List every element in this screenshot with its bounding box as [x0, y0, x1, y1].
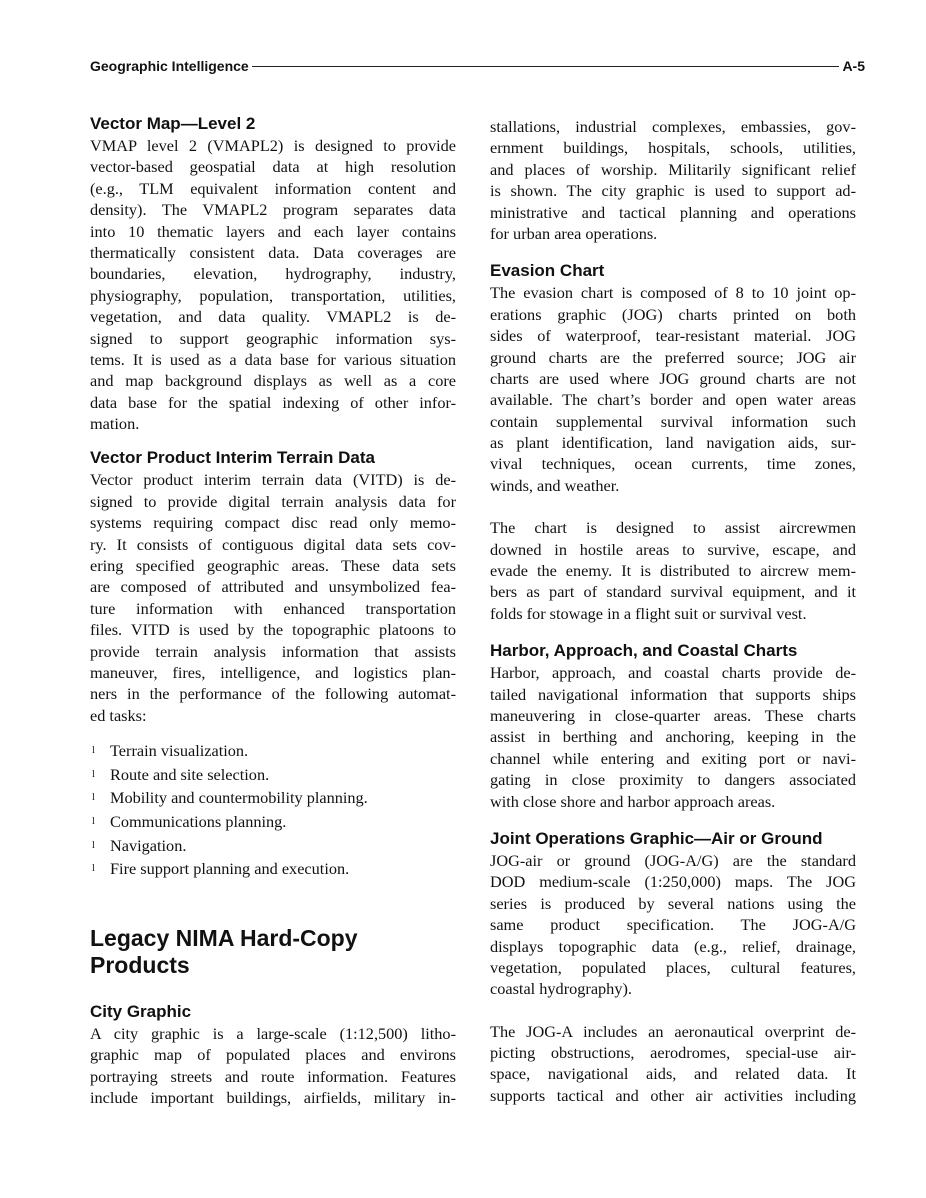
- paragraph: [90, 135, 456, 434]
- paragraph-line: A city graphic is a large-scale (1:12,500) litho-: [90, 1023, 456, 1043]
- paragraph-line: evade the enemy. It is distributed to aircrew mem-: [490, 561, 856, 581]
- paragraph-line: same product specification. The JOG-A/G: [490, 915, 856, 935]
- list-item: [90, 786, 456, 810]
- running-header: [90, 58, 865, 74]
- paragraph-line: Harbor, approach, and coastal charts provide de-: [490, 663, 856, 683]
- paragraph-line: signed to provide digital terrain analysis data for: [90, 491, 456, 511]
- paragraph-line: JOG-air or ground (JOG-A/G) are the standard: [490, 850, 856, 870]
- paragraph: [90, 1023, 456, 1109]
- paragraph: [490, 1021, 856, 1107]
- paragraph-line: ry. It consists of contiguous digital data sets cov-: [90, 534, 456, 554]
- section-heading: Vector Product Interim Terrain Data: [90, 448, 375, 468]
- paragraph-line: winds, and weather.: [490, 475, 620, 495]
- paragraph-line: ministrative and tactical planning and operations: [490, 202, 856, 222]
- paragraph-line: coastal hydrography).: [490, 979, 632, 999]
- bullet-icon: l: [92, 863, 95, 875]
- paragraph-line: boundaries, elevation, hydrography, industry,: [90, 264, 456, 284]
- section-heading: Harbor, Approach, and Coastal Charts: [490, 641, 798, 661]
- section-heading: Evasion Chart: [490, 261, 605, 281]
- section-heading: City Graphic: [90, 1001, 192, 1021]
- paragraph-line: physiography, population, transportation, utilities,: [90, 285, 456, 305]
- list-item: [90, 763, 456, 787]
- paragraph-line: tems. It is used as a data base for various situation: [90, 349, 456, 369]
- paragraph: [490, 282, 856, 496]
- page-number: A-5: [842, 58, 865, 74]
- paragraph-line: downed in hostile areas to survive, escape, and: [490, 539, 856, 559]
- list-item-text: Terrain visualization.: [110, 741, 249, 761]
- paragraph-line: space, navigational aids, and related data. It: [490, 1064, 856, 1084]
- paragraph-line: vegetation, and data quality. VMAPL2 is de-: [90, 307, 456, 327]
- paragraph-line: mation.: [90, 414, 140, 434]
- paragraph-line: VMAP level 2 (VMAPL2) is designed to provide: [90, 136, 456, 155]
- paragraph-line: bers as part of standard survival equipment, and it: [490, 582, 856, 602]
- list-item-text: Route and site selection.: [110, 764, 270, 784]
- paragraph-line: tailed navigational information that supports ships: [490, 684, 856, 704]
- paragraph-line: vector-based geospatial data at high resolution: [90, 157, 456, 177]
- bullet-list: [90, 739, 456, 881]
- paragraph-line: sides of waterproof, tear-resistant material. JOG: [490, 326, 856, 346]
- header-rule: [252, 66, 840, 67]
- paragraph-line: and places of worship. Militarily significant relief: [490, 159, 856, 179]
- bullet-icon: l: [92, 745, 95, 757]
- paragraph-line: series is produced by several nations using the: [490, 893, 856, 913]
- list-item: [90, 739, 456, 763]
- paragraph-line: erations graphic (JOG) charts printed on both: [490, 304, 856, 324]
- list-item: [90, 810, 456, 834]
- paragraph-line: files. VITD is used by the topographic platoons to: [90, 620, 456, 640]
- paragraph-line: into 10 thematic layers and each layer contains: [90, 221, 456, 241]
- paragraph-line: picting obstructions, aerodromes, special-use air-: [490, 1043, 856, 1063]
- list-item-text: Communications planning.: [110, 811, 287, 831]
- paragraph-line: ground charts are the preferred source; JOG air: [490, 347, 856, 367]
- paragraph-line: assist in berthing and anchoring, keeping in the: [490, 727, 856, 747]
- list-item-text: Navigation.: [110, 835, 187, 855]
- paragraph-line: The chart is designed to assist aircrewmen: [490, 518, 856, 538]
- paragraph-line: ture information with enhanced transportation: [90, 598, 456, 618]
- section-heading: Joint Operations Graphic—Air or Ground: [490, 828, 823, 848]
- paragraph: [490, 116, 856, 244]
- paragraph-line: vegetation, populated places, cultural features,: [490, 957, 856, 977]
- paragraph: [490, 517, 856, 624]
- list-item-text: Mobility and countermobility planning.: [110, 788, 368, 808]
- header-title: Geographic Intelligence: [90, 58, 249, 74]
- paragraph-line: and map background displays as well as a core: [90, 371, 456, 391]
- paragraph-line: for urban area operations.: [490, 223, 658, 243]
- paragraph-line: displays topographic data (e.g., relief, drainage,: [490, 936, 856, 956]
- paragraph: [90, 469, 456, 726]
- paragraph-line: vival techniques, ocean currents, time zones,: [490, 454, 856, 474]
- paragraph-line: available. The chart’s border and open water areas: [490, 390, 856, 410]
- right-column: [490, 116, 856, 1106]
- paragraph-line: ernment buildings, hospitals, schools, utilities,: [490, 138, 856, 158]
- paragraph-line: The evasion chart is composed of 8 to 10 joint op-: [490, 283, 856, 303]
- paragraph-line: supports tactical and other air activities including: [490, 1085, 856, 1105]
- bullet-icon: l: [92, 839, 95, 851]
- paragraph-line: gating in close proximity to dangers associated: [490, 770, 856, 790]
- paragraph-line: ering specified geographic areas. These data sets: [90, 556, 456, 576]
- paragraph-line: maneuvering in close-quarter areas. These charts: [490, 705, 856, 725]
- paragraph-line: folds for stowage in a flight suit or survival vest.: [490, 603, 807, 623]
- paragraph-line: systems requiring compact disc read only memo-: [90, 513, 456, 533]
- left-column: [90, 113, 456, 1108]
- paragraph-line: as plant identification, land navigation aids, sur-: [490, 433, 856, 453]
- paragraph-line: ners in the performance of the following automat-: [90, 684, 456, 704]
- paragraph-line: are composed of attributed and unsymbolized fea-: [90, 577, 456, 597]
- paragraph-line: The JOG-A includes an aeronautical overprint de-: [490, 1021, 856, 1041]
- section-heading: Vector Map—Level 2: [90, 114, 256, 133]
- paragraph-line: thermatically consistent data. Data coverages are: [90, 242, 456, 262]
- paragraph-line: (e.g., TLM equivalent information content and: [90, 178, 456, 198]
- bullet-icon: l: [92, 792, 95, 804]
- paragraph-line: Vector product interim terrain data (VITD) is de-: [90, 470, 456, 490]
- paragraph-line: data base for the spatial indexing of other infor-: [90, 392, 456, 412]
- paragraph-line: graphic map of populated places and environs: [90, 1045, 456, 1065]
- chapter-heading-line: Legacy NIMA Hard-Copy: [90, 924, 358, 951]
- bullet-icon: l: [92, 815, 95, 827]
- paragraph-line: provide terrain analysis information that assists: [90, 641, 456, 661]
- paragraph-line: stallations, industrial complexes, embassies, gov-: [490, 117, 856, 136]
- paragraph: [490, 850, 856, 1000]
- paragraph-line: is shown. The city graphic is used to support ad-: [490, 181, 856, 201]
- paragraph-line: density). The VMAPL2 program separates data: [90, 200, 456, 220]
- list-item: [90, 834, 456, 858]
- paragraph-line: maneuver, fires, intelligence, and logistics plan-: [90, 662, 456, 682]
- paragraph-line: ed tasks:: [90, 705, 147, 725]
- paragraph-line: channel while entering and exiting port or navi-: [490, 748, 856, 768]
- list-item-text: Fire support planning and execution.: [110, 859, 350, 879]
- paragraph-line: contain supplemental survival information such: [490, 411, 856, 431]
- paragraph: [490, 662, 856, 812]
- paragraph-line: include important buildings, airfields, military in-: [90, 1087, 456, 1107]
- bullet-icon: l: [92, 768, 95, 780]
- paragraph-line: charts are used where JOG ground charts are not: [490, 368, 856, 388]
- chapter-heading: [90, 925, 456, 979]
- paragraph-line: DOD medium-scale (1:250,000) maps. The JOG: [490, 872, 856, 892]
- paragraph-line: portraying streets and route information. Features: [90, 1066, 456, 1086]
- paragraph-line: signed to support geographic information sys-: [90, 328, 456, 348]
- list-item: [90, 857, 456, 881]
- chapter-heading-line: Products: [90, 951, 190, 978]
- paragraph-line: with close shore and harbor approach areas.: [490, 791, 776, 811]
